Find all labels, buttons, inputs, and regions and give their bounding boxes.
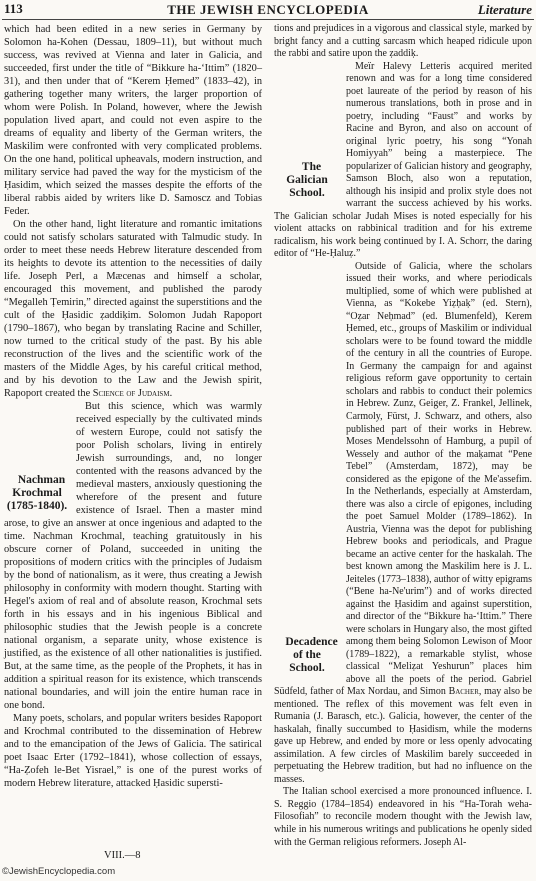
left-column: [4, 23, 262, 790]
running-title: THE JEWISH ENCYCLOPEDIA: [167, 2, 369, 17]
paragraph: Many poets, scholars, and popular writers besides Rapoport and Krochmal contributed to the dissemination of Hebrew and to the emancipation of the Jews of Galicia. The satirical poet Isaac Erter (1792–1841), whose collection of essays, “Ha-Ẓofeh le-Bet Yisrael,” is one of the purest works of modern Hebrew literature, attacked Ḥasidic supersti-: [4, 713, 262, 789]
paragraph: The Italian school exercised a more pronounced influence. I. S. Reggio (1784–1854) endeavored in his “Ha-Torah weha-Filosofiah” to reconcile modern thought with the Jewish law, while in his numerous writings and publications he openly sided with the German religious reformers. Joseph Al-: [274, 786, 532, 848]
paragraph-text: But this science, which was warmly received especially by the cultivated minds of western Europe, could not satisfy the poor Polish scholars, living in entirely Jewish surroundings, and, no longer contented with the reasons advanced by the medieval masters, anxiously questioning the wherefore of the present and future existence of Israel. Then a master mind arose, to give an answer at once ingenious and adapted to the time. Nachman Krochmal, teaching gratuitously in his obscure corner of Poland, succeeded in uniting the propositions of modern critics with the principles of Judaism by the bond of nationalism, as it were, thus creating a Jewish philosophy in conformity with modern thought. Starting with Hegel's axiom of real and of absolute reason, Krochmal sets forth in his essays and in his ingenious Biblical and philosophic studies that the Jewish people is a concrete national organism, a separate unity, whose existence is justified, as the existence of all other nationalities is justified. But, at the same time, as the people of the Prophets, it has in addition a spiritual reason for its existence, which transcends national boundaries, and will join the entire human race in one bond.: [4, 401, 262, 711]
paragraph: [4, 218, 262, 400]
paragraph: [4, 400, 262, 712]
bacher-link[interactable]: Bacher: [448, 686, 479, 698]
footer-credit: ©JewishEncyclopedia.com: [2, 866, 116, 877]
page-number: 113: [4, 1, 23, 16]
science-of-judaism-link[interactable]: Science of Judaism: [92, 388, 170, 399]
right-column: [274, 23, 532, 849]
paragraph-text: Outside of Galicia, where the scholars issued their works, and where periodicals multiplied, some of which were published at Vienna, as “Kokebe Yiẓḥaḳ” (ed. Stern), “Oẓar Neḥmad” (ed. Blumenfeld), Kerem Ḥemed, etc., groups of Maskilim or individual scholars were to be found toward the middle of the century in all the countries of Europe. In Germany the campaign for and against religious reform gave opportunity to certain scholars and rabbis to conduct their polemics in Hebrew. Zunz, Geiger, Z. Frankel, Jellinek, Carmoly, Fürst, J. Schwarz, and others, also published part of their works in Hebrew. Moses Mendelssohn of Hamburg, a pupil of Wessely and author of the maḳamat “Pene Tebel” (Amsterdam, 1872), may be considered as the epigone of the Me'assefim. In the Netherlands, especially at Amsterdam, there was also a circle of epigones, including the poet Samuel Molder (1789–1862). In Austria, Vienna was the depot for publishing Hebrew books and periodicals, and Prague became an active center for the haskalah. The best known among the Maskilim here is J. L. Jeiteles (1773–1838), author of witty epigrams (“Bene ha-Ne'urim”) and of works directed against the Ḥasidim and against superstition, and director of the “Bikkure ha-‘Ittim.” There were scholars in Hungary also, the most gifted among them being Solomon Lewison of Moor (1789–1822), a remarkable stylist, whose classical “Meliẓat Yeshurun” places him above all the poets of the period. Gabriel Südfeld, father of Max Nordau, and Simon: [274, 260, 533, 698]
paragraph: [274, 261, 532, 787]
paragraph-text: On the other hand, light literature and romantic imitations could not satisfy scholars saturated with Talmudic study. In order to meet these needs Hebrew literature descended from its heights to devote its attention to the necessities of daily life. Joseph Perl, a Mæcenas and himself a scholar, encouraged this movement, and published the parody “Megalleh Ṭemirin,” directed against the superstitions and the cult of the Ḥasidic ẓaddiḳim. Solomon Judah Rapoport (1790–1867), who began by translating Racine and Schiller, now turned to the critical study of the past. By his able reconstruction of the lives and the scientific work of the masters of the Middle Ages, by his careful critical method, and by his devotion to the Law and the Jewish spirit, Rapoport created the: [4, 219, 262, 399]
paragraph-text: .: [169, 388, 173, 399]
header-rule: [2, 19, 534, 20]
paragraph: which had been edited in a new series in Germany by Solomon ha-Kohen (Dessau, 1809–11), but without much success, was revived at Vienna and later in Galicia, and succeeded, first under the title of “Bikkure ha-‘Ittim” (1820–31), and then under that of “Kerem Ḥemed” (1833–42), in gathering together many writers, the larger proportion of whom were Polish. In Poland, however, where the Jewish population lived apart, and could not even aspire to the dreams of equality and liberty of the German writers, the Maskilim were confronted with very complicated problems. On the one hand, political upheavals, modern instruction, and military service had paved the way for the mysticism of the Ḥasidim, which seized the masses despite the efforts of the liberal rabbis aided by writers like D. Samoscz and Tobias Feder.: [4, 24, 262, 217]
signature-mark: VIII.—8: [104, 850, 141, 861]
section-title: Literature: [477, 2, 532, 17]
side-heading-krochmal: Nachman Krochmal (1785-1840).: [6, 474, 68, 512]
side-heading-decadence: Decadence of the School.: [285, 635, 338, 674]
paragraph-text: Meïr Halevy Letteris acquired merited renown and was for a long time considered poet laureate of the period by reason of his numerous translations, both in prose and in poetry, including “Faust” and works by Racine and Byron, and also on account of original lyric poetry, his song “Yonah Homiyyah” being a masterpiece. The popularizer of Galician history and geography, Samson Bloch, also won a reputation, although his insipid and prolix style does not warrant the success achieved by his works. The Galician scholar Judah Mises is noted especially for his violent attacks on rabbinical tradition and for his extreme radicalism, his work being continued by I. A. Schorr, the daring editor of “He-Ḥaluẓ.”: [274, 60, 532, 260]
paragraph: [274, 61, 532, 261]
page-header: [0, 0, 536, 20]
paragraph-text: , may also be mentioned. The reflex of this movement was felt even in Rumania (J. Barasch, etc.). Galicia, however, the center of the haskalah, finally succumbed to Ḥasidism, while the moderns gave up Hebrew, and ended by more or less openly advocating assimilation. A few circles of Maskilim barely succeeded in perpetuating the Hebrew tradition, but had no influence on the masses.: [274, 686, 533, 785]
side-heading-galician: The Galician School.: [286, 160, 328, 199]
paragraph: tions and prejudices in a vigorous and classical style, marked by bright fancy and a cutting sarcasm which heaped ridicule upon the rabbi and satire upon the ẓaddiḳ.: [274, 23, 532, 60]
